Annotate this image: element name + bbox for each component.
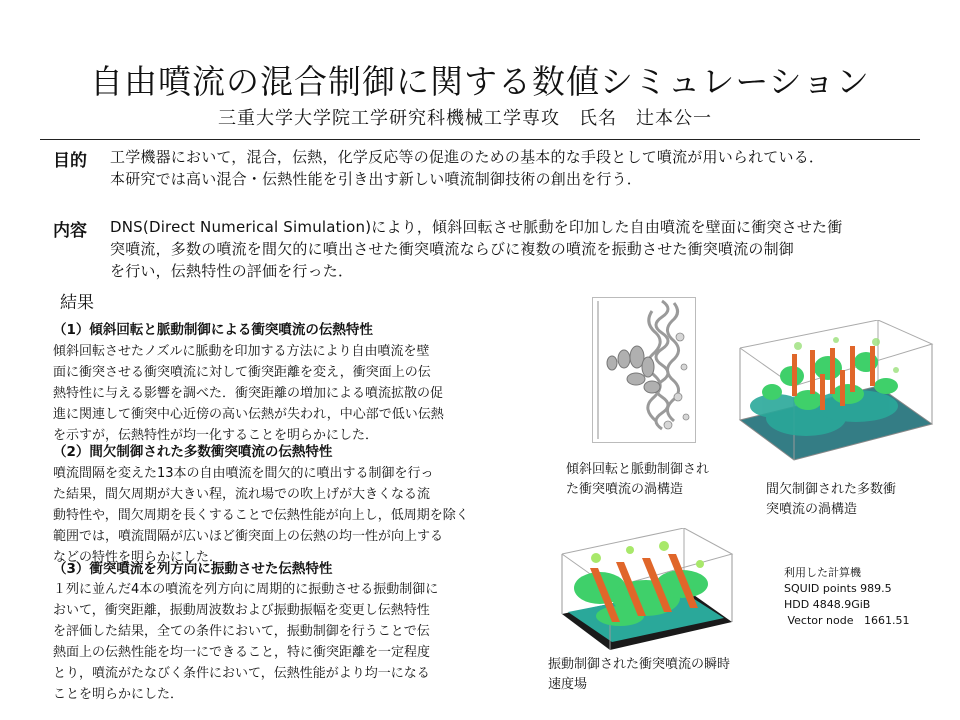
content-line: 突噴流，多数の噴流を間欠的に噴出させた衝突噴流ならびに複数の噴流を振動させた衝突噴流の制御 bbox=[110, 240, 795, 258]
section-line: ことを明らかにした． bbox=[53, 687, 184, 702]
computer-line: SQUID points 989.5 bbox=[784, 582, 892, 595]
caption-line: 間欠制御された多数衝 bbox=[766, 482, 897, 497]
purpose-heading: 目的 bbox=[53, 151, 87, 171]
purpose-line: 工学機器において，混合，伝熱，化学反応等の促進のための基本的な手段として噴流が用いられている． bbox=[110, 148, 825, 166]
vortex-structure-figure bbox=[592, 297, 696, 443]
section-body bbox=[53, 579, 438, 705]
oscillating-jets-figure bbox=[560, 528, 736, 652]
section-line: おいて，衝突距離，振動周波数および振動振幅を変更し伝熱特性 bbox=[53, 603, 430, 618]
divider bbox=[40, 139, 920, 140]
section-line: １列に並んだ4本の噴流を列方向に周期的に振動させる振動制御に bbox=[53, 582, 439, 597]
computer-info bbox=[784, 565, 909, 629]
results-section-2 bbox=[53, 440, 469, 568]
results-heading: 結果 bbox=[60, 293, 94, 313]
section-line: 噴流間隔を変えた13本の自由噴流を間欠的に噴出する制御を行っ bbox=[53, 466, 434, 481]
section-line: 進に関連して衝突中心近傍の高い伝熱が失われ，中心部で低い伝熱 bbox=[53, 407, 444, 422]
section-line: 熱特性に与える影響を調べた．衝突距離の増加による噴流拡散の促 bbox=[53, 386, 444, 401]
computer-heading: 利用した計算機 bbox=[784, 566, 861, 579]
section-line: などの特性を明らかにした． bbox=[53, 550, 223, 565]
figure3-caption bbox=[548, 655, 730, 695]
computer-line: HDD 4848.9GiB bbox=[784, 598, 871, 611]
section-line: とり，噴流がたなびく条件において，伝熱性能がより均一になる bbox=[53, 666, 430, 681]
purpose-line: 本研究では高い混合・伝熱性能を引き出す新しい噴流制御技術の創出を行う． bbox=[110, 170, 643, 188]
section-line: た結果，間欠周期が大きい程，流れ場での吹上げが大きくなる流 bbox=[53, 487, 431, 502]
author-line: 三重大学大学院工学研究科機械工学専攻 氏名 辻本公一 bbox=[218, 108, 712, 129]
content-line: を行い，伝熱特性の評価を行った． bbox=[110, 262, 354, 280]
caption-line: 振動制御された衝突噴流の瞬時 bbox=[548, 657, 731, 672]
section-line: 傾斜回転させたノズルに脈動を印加する方法により自由噴流を壁 bbox=[53, 344, 430, 359]
caption-line: 速度場 bbox=[548, 677, 588, 692]
section-line: 熱面上の伝熱性能を均一にできること，特に衝突距離を一定程度 bbox=[53, 645, 431, 660]
section-body bbox=[53, 463, 469, 568]
section-title: （3）衝突噴流を列方向に振動させた伝熱特性 bbox=[53, 561, 333, 577]
results-section-1 bbox=[53, 318, 444, 446]
section-title: （1）傾斜回転と脈動制御による衝突噴流の伝熱特性 bbox=[53, 322, 373, 338]
poster-title: 自由噴流の混合制御に関する数値シミュレーション bbox=[89, 62, 871, 101]
section-line: を評価した結果，全ての条件において，振動制御を行うことで伝 bbox=[53, 624, 430, 639]
caption-line: 傾斜回転と脈動制御され bbox=[566, 462, 710, 477]
section-line: 動特性や，間欠周期を長くすることで伝熱性能が向上し，低周期を除く bbox=[53, 508, 469, 523]
intermittent-jets-figure bbox=[736, 320, 934, 470]
section-line: 範囲では，噴流間隔が広いほど衝突面上の伝熱の均一性が向上する bbox=[53, 529, 444, 544]
figure1-caption bbox=[566, 460, 709, 500]
caption-line: た衝突噴流の渦構造 bbox=[566, 482, 684, 497]
caption-line: 突噴流の渦構造 bbox=[766, 502, 858, 517]
section-line: 面に衝突させる衝突噴流に対して衝突距離を変え，衝突面上の伝 bbox=[53, 365, 431, 380]
content-line: DNS(Direct Numerical Simulation)により，傾斜回転させ脈動を印加した自由噴流を壁面に衝突させた衝 bbox=[110, 218, 843, 236]
content-text bbox=[110, 216, 842, 282]
content-heading: 内容 bbox=[53, 221, 87, 241]
purpose-text bbox=[110, 146, 824, 190]
section-line: を示すが，伝熱特性が均一化することを明らかにした． bbox=[53, 428, 379, 443]
section-title: （2）間欠制御された多数衝突噴流の伝熱特性 bbox=[53, 444, 333, 460]
section-body bbox=[53, 341, 444, 446]
results-section-3 bbox=[53, 557, 438, 705]
figure2-caption bbox=[766, 480, 896, 520]
computer-line: Vector node 1661.51 bbox=[784, 614, 910, 627]
